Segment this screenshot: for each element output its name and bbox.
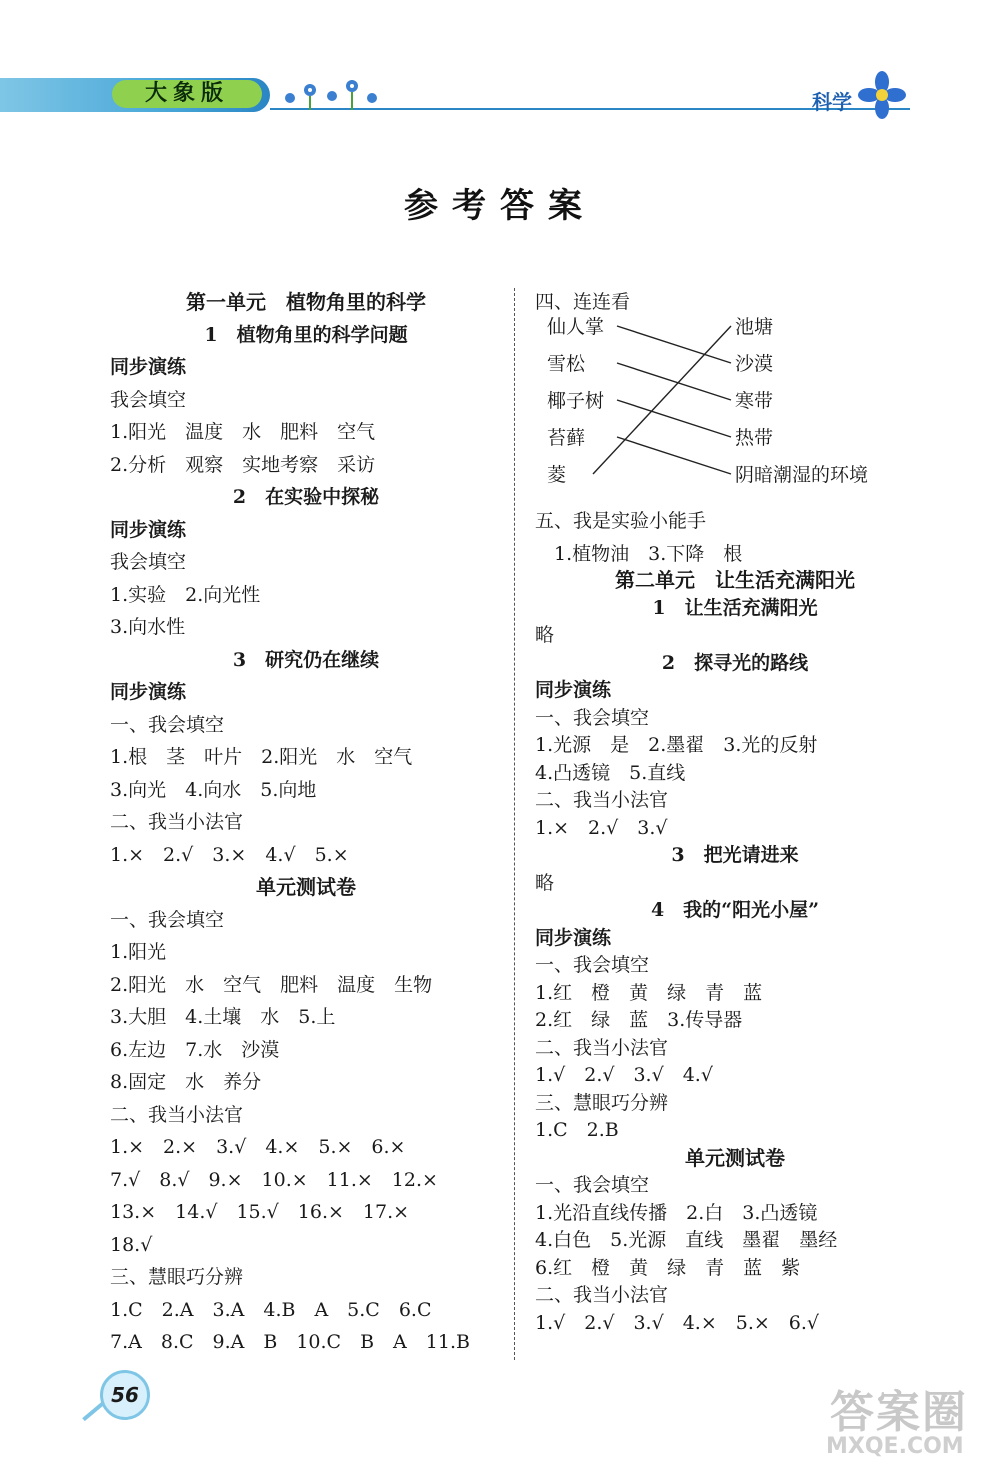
watermark-url: MXQE.COM xyxy=(826,1434,964,1459)
subject-label: 科学 xyxy=(812,90,852,114)
answer-line: 二、我当小法官 xyxy=(535,1284,669,1306)
edition-label: 大象版 xyxy=(112,80,262,108)
match-line xyxy=(617,363,731,400)
answer-line: 五、我是实验小能手 xyxy=(535,510,707,532)
section-heading: 同步演练 xyxy=(110,681,187,703)
section-heading: 同步演练 xyxy=(110,356,187,378)
match-left-item: 苔藓 xyxy=(547,427,586,449)
answer-line: 7.A 8.C 9.A B 10.C B A 11.B xyxy=(110,1331,470,1353)
answer-line: 18.√ xyxy=(110,1233,153,1256)
lesson-heading: 1 植物角里的科学问题 xyxy=(204,323,408,346)
match-left-item: 菱 xyxy=(547,464,567,486)
answer-line: 6.左边 7.水 沙漠 xyxy=(110,1038,280,1061)
match-line xyxy=(617,400,731,437)
answer-line: 1.植物油 3.下降 根 xyxy=(535,542,743,565)
answer-line: 1.× 2.√ 3.√ xyxy=(535,816,668,839)
match-line xyxy=(617,437,731,474)
lesson-heading: 2 探寻光的路线 xyxy=(661,651,809,674)
lesson-heading: 1 让生活充满阳光 xyxy=(652,596,818,619)
match-left-item: 椰子树 xyxy=(547,390,605,412)
answer-line: 2.阳光 水 空气 肥料 温度 生物 xyxy=(110,973,433,996)
match-right-item: 寒带 xyxy=(735,390,774,412)
unit-heading: 第二单元 让生活充满阳光 xyxy=(615,568,855,592)
answer-line: 8.固定 水 养分 xyxy=(110,1071,262,1093)
answer-line: 我会填空 xyxy=(110,388,187,411)
answer-line: 二、我当小法官 xyxy=(110,1103,244,1126)
answer-line: 一、我会填空 xyxy=(110,908,225,931)
lesson-heading: 3 研究仍在继续 xyxy=(232,648,380,671)
lesson-heading: 4 我的“阳光小屋” xyxy=(650,899,820,921)
answer-line: 3.大胆 4.土壤 水 5.上 xyxy=(110,1006,336,1028)
answer-line: 1.红 橙 黄 绿 青 蓝 xyxy=(535,981,763,1004)
match-right-item: 热带 xyxy=(735,427,774,449)
page-title: 参考答案 xyxy=(404,186,596,226)
answer-line: 我会填空 xyxy=(110,551,187,573)
answer-line: 二、我当小法官 xyxy=(535,789,669,811)
section-heading: 同步演练 xyxy=(535,679,612,701)
flower-decoration-icon xyxy=(280,74,390,114)
answer-line: 略 xyxy=(535,871,555,894)
page-number: 56 xyxy=(100,1370,150,1420)
answer-line: 略 xyxy=(535,624,555,646)
lesson-heading: 2 在实验中探秘 xyxy=(232,486,380,508)
answer-line: 4.白色 5.光源 直线 墨翟 墨经 xyxy=(535,1229,838,1251)
match-left-item: 雪松 xyxy=(547,353,586,375)
answer-line: 1.光源 是 2.墨翟 3.光的反射 xyxy=(535,734,818,756)
answer-line: 1.√ 2.√ 3.√ 4.√ xyxy=(535,1064,713,1086)
lesson-heading: 3 把光请进来 xyxy=(671,844,799,866)
answer-line: 二、我当小法官 xyxy=(110,811,244,833)
answer-line: 一、我会填空 xyxy=(535,1174,650,1196)
matching-heading: 四、连连看 xyxy=(535,291,631,313)
answer-line: 三、慧眼巧分辨 xyxy=(535,1091,669,1114)
unit-heading: 单元测试卷 xyxy=(256,875,356,899)
answer-line: 13.× 14.√ 15.√ 16.× 17.× xyxy=(110,1201,410,1223)
answer-line: 1.阳光 xyxy=(110,941,167,963)
answer-line: 1.C 2.B xyxy=(535,1119,619,1141)
watermark-logo: 答案圈 xyxy=(830,1387,968,1438)
answer-line: 3.向水性 xyxy=(110,616,186,638)
answer-line: 1.C 2.A 3.A 4.B A 5.C 6.C xyxy=(110,1298,432,1321)
column-divider xyxy=(514,288,515,1360)
section-heading: 同步演练 xyxy=(110,518,187,541)
match-right-item: 阴暗潮湿的环境 xyxy=(735,464,869,486)
answer-line: 2.分析 观察 实地考察 采访 xyxy=(110,453,376,476)
matching-diagram xyxy=(535,312,935,492)
answer-line: 1.× 2.× 3.√ 4.× 5.× 6.× xyxy=(110,1136,406,1158)
answer-line: 1.× 2.√ 3.× 4.√ 5.× xyxy=(110,843,349,866)
unit-heading: 第一单元 植物角里的科学 xyxy=(186,290,426,314)
answer-line: 1.光沿直线传播 2.白 3.凸透镜 xyxy=(535,1201,818,1224)
answer-line: 一、我会填空 xyxy=(535,706,650,729)
match-right-item: 池塘 xyxy=(735,316,774,338)
experiment-section xyxy=(535,505,935,570)
unit-heading: 单元测试卷 xyxy=(685,1145,785,1170)
answer-line: 6.红 橙 黄 绿 青 蓝 紫 xyxy=(535,1256,801,1279)
answer-line: 7.√ 8.√ 9.× 10.× 11.× 12.× xyxy=(110,1168,438,1191)
match-left-item: 仙人掌 xyxy=(547,316,605,338)
answer-line: 一、我会填空 xyxy=(110,713,225,736)
answer-line: 3.向光 4.向水 5.向地 xyxy=(110,778,317,801)
answer-line: 1.根 茎 叶片 2.阳光 水 空气 xyxy=(110,746,413,768)
answer-line: 三、慧眼巧分辨 xyxy=(110,1266,244,1288)
answer-line: 4.凸透镜 5.直线 xyxy=(535,761,686,784)
answer-line: 二、我当小法官 xyxy=(535,1036,669,1059)
match-right-item: 沙漠 xyxy=(735,353,774,375)
left-column xyxy=(110,286,502,1359)
answer-line: 1.实验 2.向光性 xyxy=(110,583,261,606)
answer-line: 2.红 绿 蓝 3.传导器 xyxy=(535,1009,743,1031)
section-heading: 同步演练 xyxy=(535,926,612,949)
answer-line: 1.√ 2.√ 3.√ 4.× 5.× 6.√ xyxy=(535,1311,820,1334)
answer-line: 1.阳光 温度 水 肥料 空气 xyxy=(110,421,376,443)
right-column xyxy=(535,567,935,1337)
answer-line: 一、我会填空 xyxy=(535,954,650,976)
flower-icon xyxy=(852,70,912,120)
